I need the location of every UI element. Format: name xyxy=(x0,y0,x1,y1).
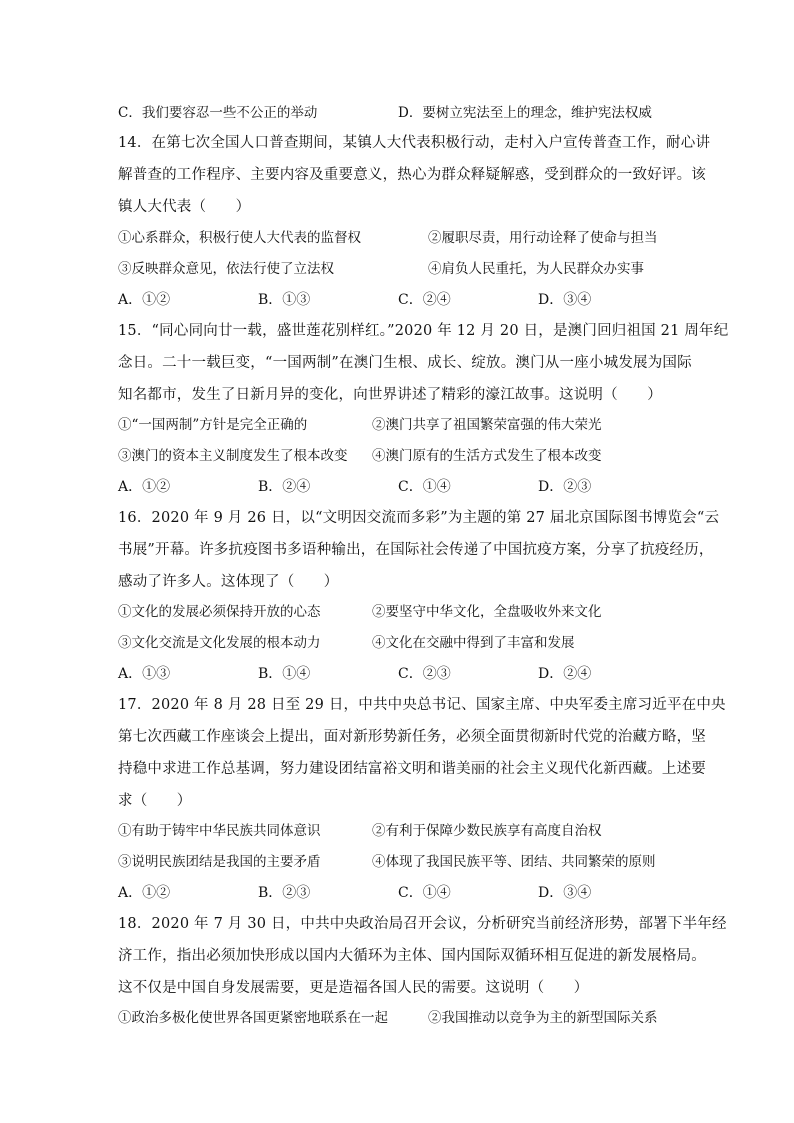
q18-item-1: ①政治多极化使世界各国更紧密地联系在一起 xyxy=(118,1010,388,1026)
q17-item-2: ②有利于保障少数民族享有高度自治权 xyxy=(372,823,602,839)
q15-item-2: ②澳门共享了祖国繁荣富强的伟大荣光 xyxy=(372,417,602,433)
q17-item-1: ①有助于铸牢中华民族共同体意识 xyxy=(118,823,321,839)
q14-answer-d: D．③④ xyxy=(538,292,592,308)
q16-item-4: ④文化在交融中得到了丰富和发展 xyxy=(372,635,575,651)
q15-answer-a: A．①② xyxy=(118,479,171,495)
q17-stem-line-1: 17．2020 年 8 月 28 日至 29 日，中共中央总书记、国家主席、中央军委主席习近平在中央 xyxy=(118,697,726,713)
q14-answer-a: A．①② xyxy=(118,292,171,308)
q17-stem-line-4: 求（ ） xyxy=(118,793,192,809)
q16-stem-line-2: 书展”开幕。许多抗疫图书多语种输出，在国际社会传递了中国抗疫方案，分享了抗疫经历， xyxy=(118,542,714,558)
q18-item-2: ②我国推动以竞争为主的新型国际关系 xyxy=(428,1010,658,1026)
q14-item-1: ①心系群众，积极行使人大代表的监督权 xyxy=(118,230,361,246)
q17-answer-a: A．①② xyxy=(118,885,171,901)
q17-stem-line-3: 持稳中求进工作总基调，努力建设团结富裕文明和谐美丽的社会主义现代化新西藏。上述要 xyxy=(118,761,706,777)
q16-item-2: ②要坚守中华文化，全盘吸收外来文化 xyxy=(372,604,602,620)
q18-stem-line-2: 济工作，指出必须加快形成以国内大循环为主体、国内国际双循环相互促进的新发展格局。 xyxy=(118,948,706,964)
q14-answer-c: C．②④ xyxy=(398,292,451,308)
q16-answer-b: B．①④ xyxy=(258,666,311,682)
q17-answer-c: C．①④ xyxy=(398,885,451,901)
q14-item-2: ②履职尽责，用行动诠释了使命与担当 xyxy=(428,230,658,246)
q16-answer-d: D．②④ xyxy=(538,666,592,682)
q16-answer-a: A．①③ xyxy=(118,666,171,682)
q16-stem-line-3: 感动了许多人。这体现了（ ） xyxy=(118,574,339,590)
q15-stem-line-3: 知名都市，发生了日新月异的变化，向世界讲述了精彩的濠江故事。这说明（ ） xyxy=(118,387,662,403)
q15-item-1: ①“一国两制”方针是完全正确的 xyxy=(118,417,308,433)
q16-answer-c: C．②③ xyxy=(398,666,451,682)
q18-stem-line-1: 18．2020 年 7 月 30 日，中共中央政治局召开会议，分析研究当前经济形势，部署下半年经 xyxy=(118,916,727,932)
q14-item-4: ④肩负人民重托，为人民群众办实事 xyxy=(428,261,644,277)
q14-stem-line-2: 解普查的工作程序、主要内容及重要意义，热心为群众释疑解惑，受到群众的一致好评。该 xyxy=(118,167,706,183)
q15-stem-line-1: 15．“同心同向廿一载，盛世莲花别样红。”2020 年 12 月 20 日，是澳门回归祖国 21 周年纪 xyxy=(118,323,729,339)
q17-stem-line-2: 第七次西藏工作座谈会上提出，面对新形势新任务，必须全面贯彻新时代党的治藏方略，坚 xyxy=(118,729,706,745)
q15-item-3: ③澳门的资本主义制度发生了根本改变 xyxy=(118,448,348,464)
q16-item-1: ①文化的发展必须保持开放的心态 xyxy=(118,604,321,620)
q16-stem-line-1: 16．2020 年 9 月 26 日，以“文明因交流而多彩”为主题的第 27 届北京国际图书博览会“云 xyxy=(118,510,720,526)
q15-answer-d: D．②③ xyxy=(538,479,592,495)
q13-option-c: C．我们要容忍一些不公正的举动 xyxy=(118,105,318,121)
q14-stem-line-1: 14．在第七次全国人口普查期间，某镇人大代表积极行动，走村入户宣传普查工作，耐心讲 xyxy=(118,135,711,151)
q14-answer-b: B．①③ xyxy=(258,292,311,308)
q17-item-4: ④体现了我国民族平等、团结、共同繁荣的原则 xyxy=(372,854,656,870)
q14-stem-line-3: 镇人大代表（ ） xyxy=(118,199,251,215)
q17-item-3: ③说明民族团结是我国的主要矛盾 xyxy=(118,854,321,870)
q18-stem-line-3: 这不仅是中国自身发展需要，更是造福各国人民的需要。这说明（ ） xyxy=(118,980,589,996)
q14-item-3: ③反映群众意见，依法行使了立法权 xyxy=(118,261,334,277)
q16-item-3: ③文化交流是文化发展的根本动力 xyxy=(118,635,321,651)
q13-option-d: D．要树立宪法至上的理念，维护宪法权威 xyxy=(398,105,652,121)
q15-item-4: ④澳门原有的生活方式发生了根本改变 xyxy=(372,448,602,464)
q15-stem-line-2: 念日。二十一载巨变，“一国两制”在澳门生根、成长、绽放。澳门从一座小城发展为国际 xyxy=(118,355,692,371)
q15-answer-c: C．①④ xyxy=(398,479,451,495)
q17-answer-b: B．②③ xyxy=(258,885,311,901)
q17-answer-d: D．③④ xyxy=(538,885,592,901)
q15-answer-b: B．②④ xyxy=(258,479,311,495)
